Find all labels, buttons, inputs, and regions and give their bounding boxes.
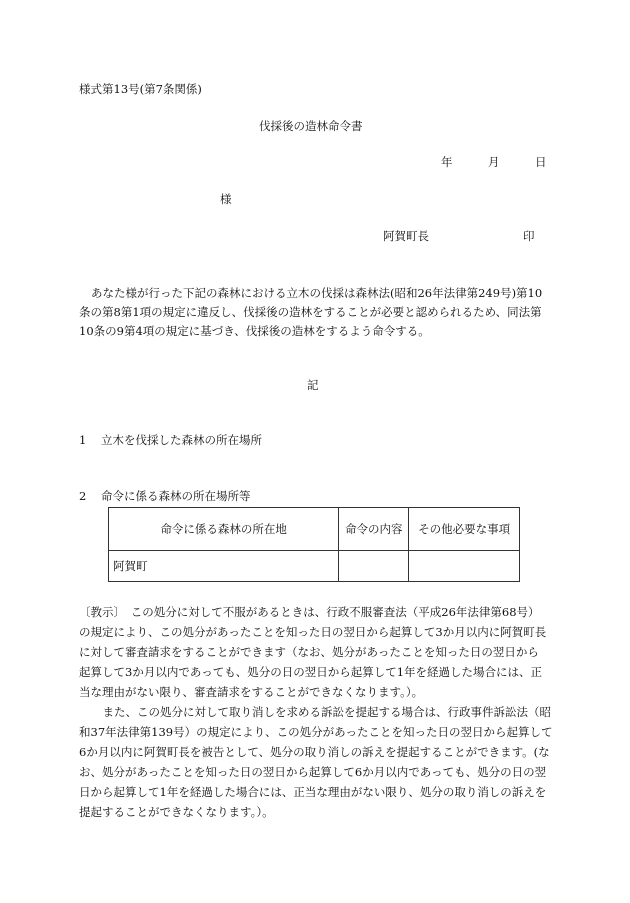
notice-line: に対して審査請求をすることができます（なお、処分があったことを知った日の翌日から bbox=[79, 645, 539, 659]
notice-line: 提起することができなくなります。）。 bbox=[79, 805, 274, 819]
notice-line: の規定により、この処分があったことを知った日の翌日から起算して3か月以内に阿賀町長 bbox=[79, 625, 547, 639]
notice-line: 日から起算して1年を経過した場合には、正当な理由がない限り、処分の取り消しの訴えを bbox=[79, 785, 547, 799]
table-cell bbox=[409, 551, 520, 582]
notice-line: 当な理由がない限り、審査請求をすることができなくなります。）。 bbox=[79, 685, 424, 699]
table-header-cell: 命令の内容 bbox=[339, 508, 409, 551]
issuer-name: 阿賀町長 bbox=[383, 229, 429, 243]
appeal-notice bbox=[79, 602, 553, 822]
order-body bbox=[79, 284, 549, 341]
record-heading: 記 bbox=[307, 378, 319, 392]
notice-line: また、この処分に対して取り消しを求める訴訟を提起する場合は、行政事件訴訟法（昭 bbox=[91, 705, 551, 719]
item2-number: 2 bbox=[79, 489, 87, 503]
issuer-seal: 印 bbox=[523, 229, 535, 243]
table-cell bbox=[339, 551, 409, 582]
notice-line: 〔教示〕 この処分に対して不服があるときは、行政不服審査法（平成26年法律第68号） bbox=[79, 605, 540, 619]
table-row bbox=[109, 551, 520, 582]
addressee-suffix: 様 bbox=[220, 192, 232, 206]
notice-line: 6か月以内に阿賀町長を被告として、処分の取り消しの訴えを提起することができます。(な bbox=[79, 745, 550, 759]
notice-line: 起算して3か月以内であっても、処分の日の翌日から起算して1年を経過した場合には、正 bbox=[79, 665, 543, 679]
item1-number: 1 bbox=[79, 433, 87, 447]
table-header-row bbox=[109, 508, 520, 551]
forest-order-table bbox=[108, 507, 520, 582]
item1-label: 立木を伐採した森林の所在場所 bbox=[101, 433, 262, 447]
table-cell: 阿賀町 bbox=[109, 551, 339, 582]
table-header-cell: 命令に係る森林の所在地 bbox=[109, 508, 339, 551]
item2-label: 命令に係る森林の所在場所等 bbox=[101, 489, 251, 503]
order-body-line: 条の第8第1項の規定に違反し、伐採後の造林をすることが必要と認められるため、同法第 bbox=[79, 305, 542, 319]
date-year: 年 bbox=[441, 155, 453, 169]
notice-line: 和37年法律第139号）の規定により、この処分があったことを知った日の翌日から起算して bbox=[79, 725, 553, 739]
form-number: 様式第13号(第7条関係) bbox=[79, 82, 202, 96]
document-title: 伐採後の造林命令書 bbox=[259, 119, 363, 133]
notice-line: お、処分があったことを知った日の翌日から起算して6か月以内であっても、処分の日の翌 bbox=[79, 765, 547, 779]
order-body-line: あなた様が行った下記の森林における立木の伐採は森林法(昭和26年法律第249号)第10 bbox=[91, 286, 543, 300]
order-body-line: 10条の9第4項の規定に基づき、伐採後の造林をするよう命令する。 bbox=[79, 324, 430, 338]
date-day: 日 bbox=[535, 155, 547, 169]
date-month: 月 bbox=[488, 155, 500, 169]
table-header-cell: その他必要な事項 bbox=[409, 508, 520, 551]
